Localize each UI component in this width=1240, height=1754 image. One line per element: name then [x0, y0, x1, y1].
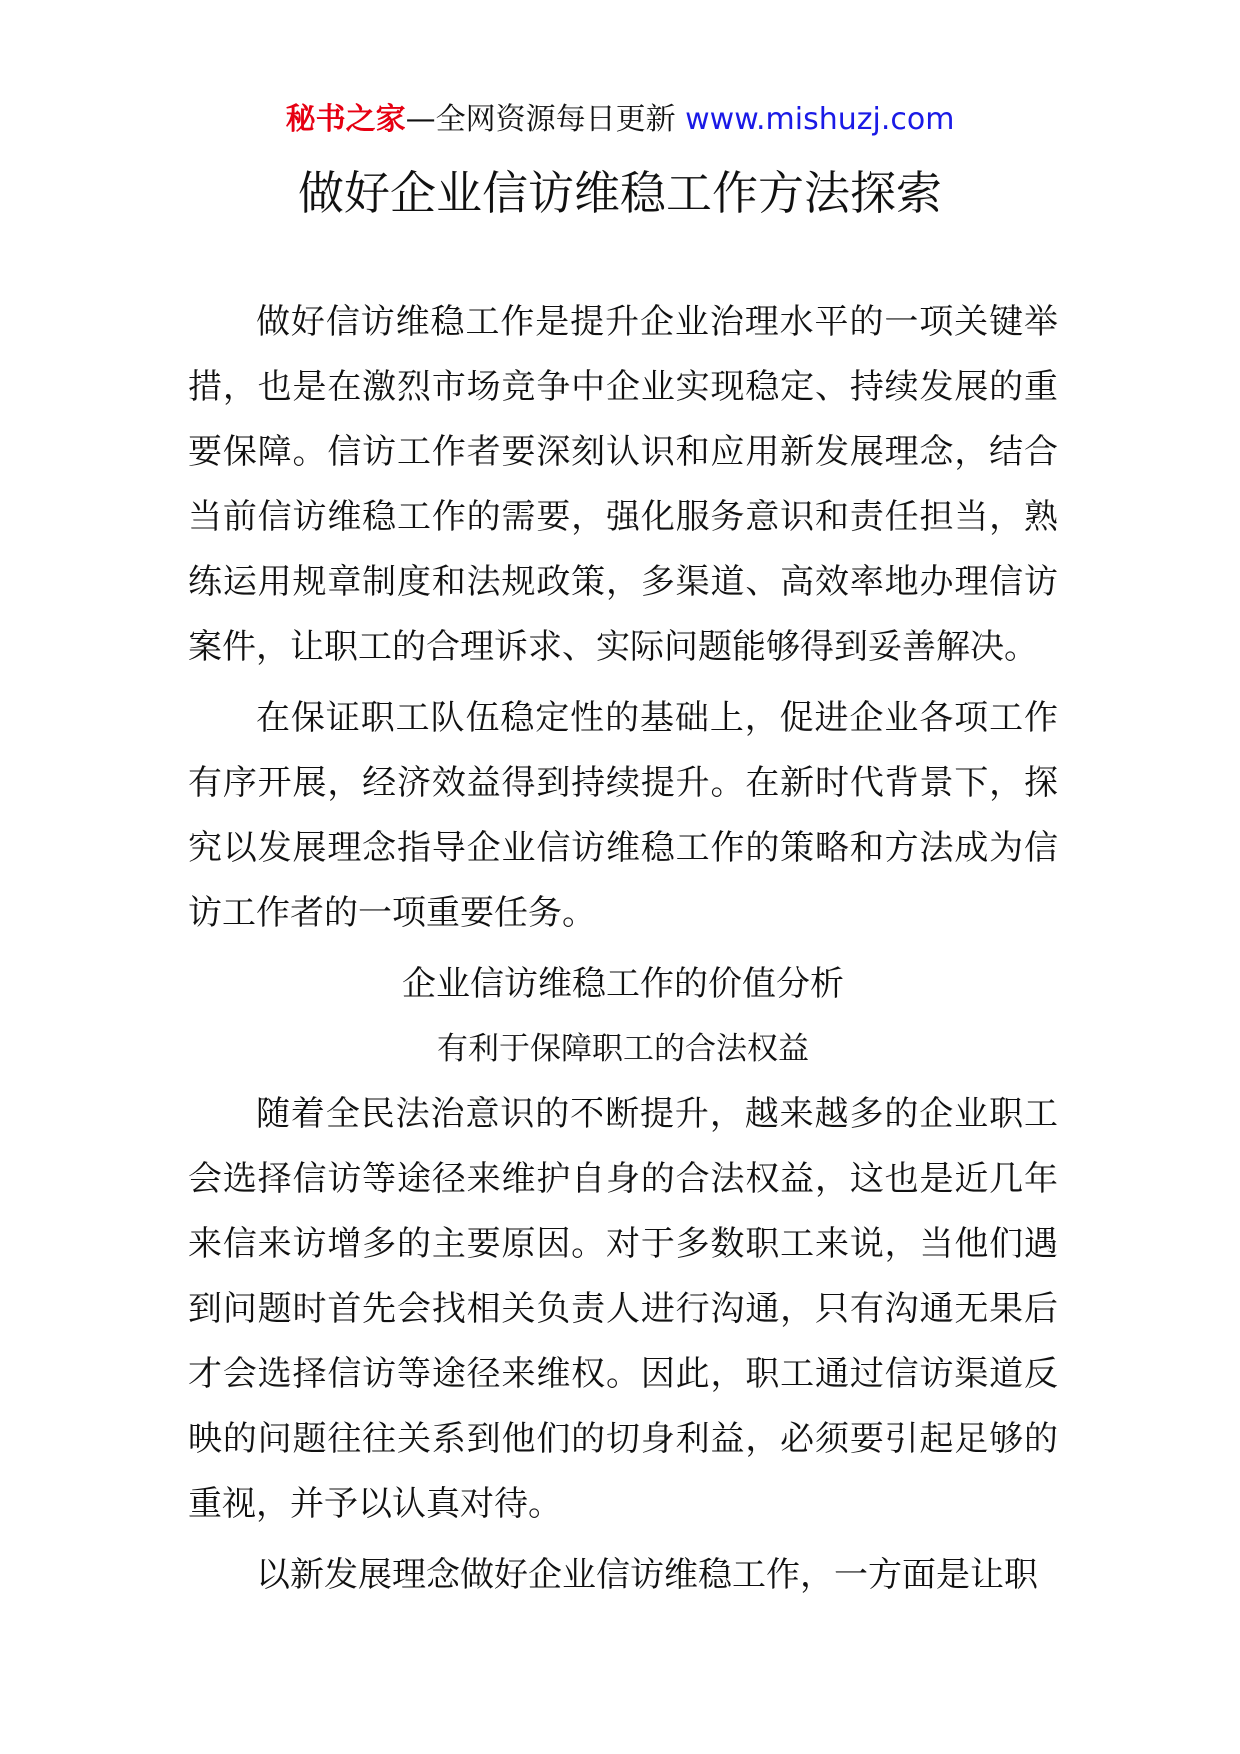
- brand-name: 秘书之家: [285, 102, 406, 137]
- subsection-heading: 有利于保障职工的合法权益: [437, 1031, 809, 1067]
- header-tagline: —全网资源每日更新: [405, 102, 676, 137]
- section-heading: 企业信访维稳工作的价值分析: [402, 964, 844, 1004]
- paragraph: 在保证职工队伍稳定性的基础上，促进企业各项工作有序开展，经济效益得到持续提升。在新时代背景下，探究以发展理念指导企业信访维稳工作的策略和方法成为信访工作者的一项重要任务。: [188, 698, 1058, 933]
- document-body: [188, 290, 1058, 1608]
- site-header: [0, 100, 1240, 140]
- site-url[interactable]: www.mishuzj.com: [685, 102, 955, 137]
- paragraph: 以新发展理念做好企业信访维稳工作，一方面是让职: [256, 1555, 1038, 1595]
- document-title: 做好企业信访维稳工作方法探索: [298, 166, 942, 220]
- paragraph: 做好信访维稳工作是提升企业治理水平的一项关键举措，也是在激烈市场竞争中企业实现稳定、持续发展的重要保障。信访工作者要深刻认识和应用新发展理念，结合当前信访维稳工作的需要，强化服务意识和责任担当，熟练运用规章制度和法规政策，多渠道、高效率地办理信访案件，让职工的合理诉求、实际问题能够得到妥善解决。: [188, 302, 1058, 667]
- paragraph: 随着全民法治意识的不断提升，越来越多的企业职工会选择信访等途径来维护自身的合法权益，这也是近几年来信来访增多的主要原因。对于多数职工来说，当他们遇到问题时首先会找相关负责人进行沟通，只有沟通无果后才会选择信访等途径来维权。因此，职工通过信访渠道反映的问题往往关系到他们的切身利益，必须要引起足够的重视，并予以认真对待。: [188, 1094, 1058, 1524]
